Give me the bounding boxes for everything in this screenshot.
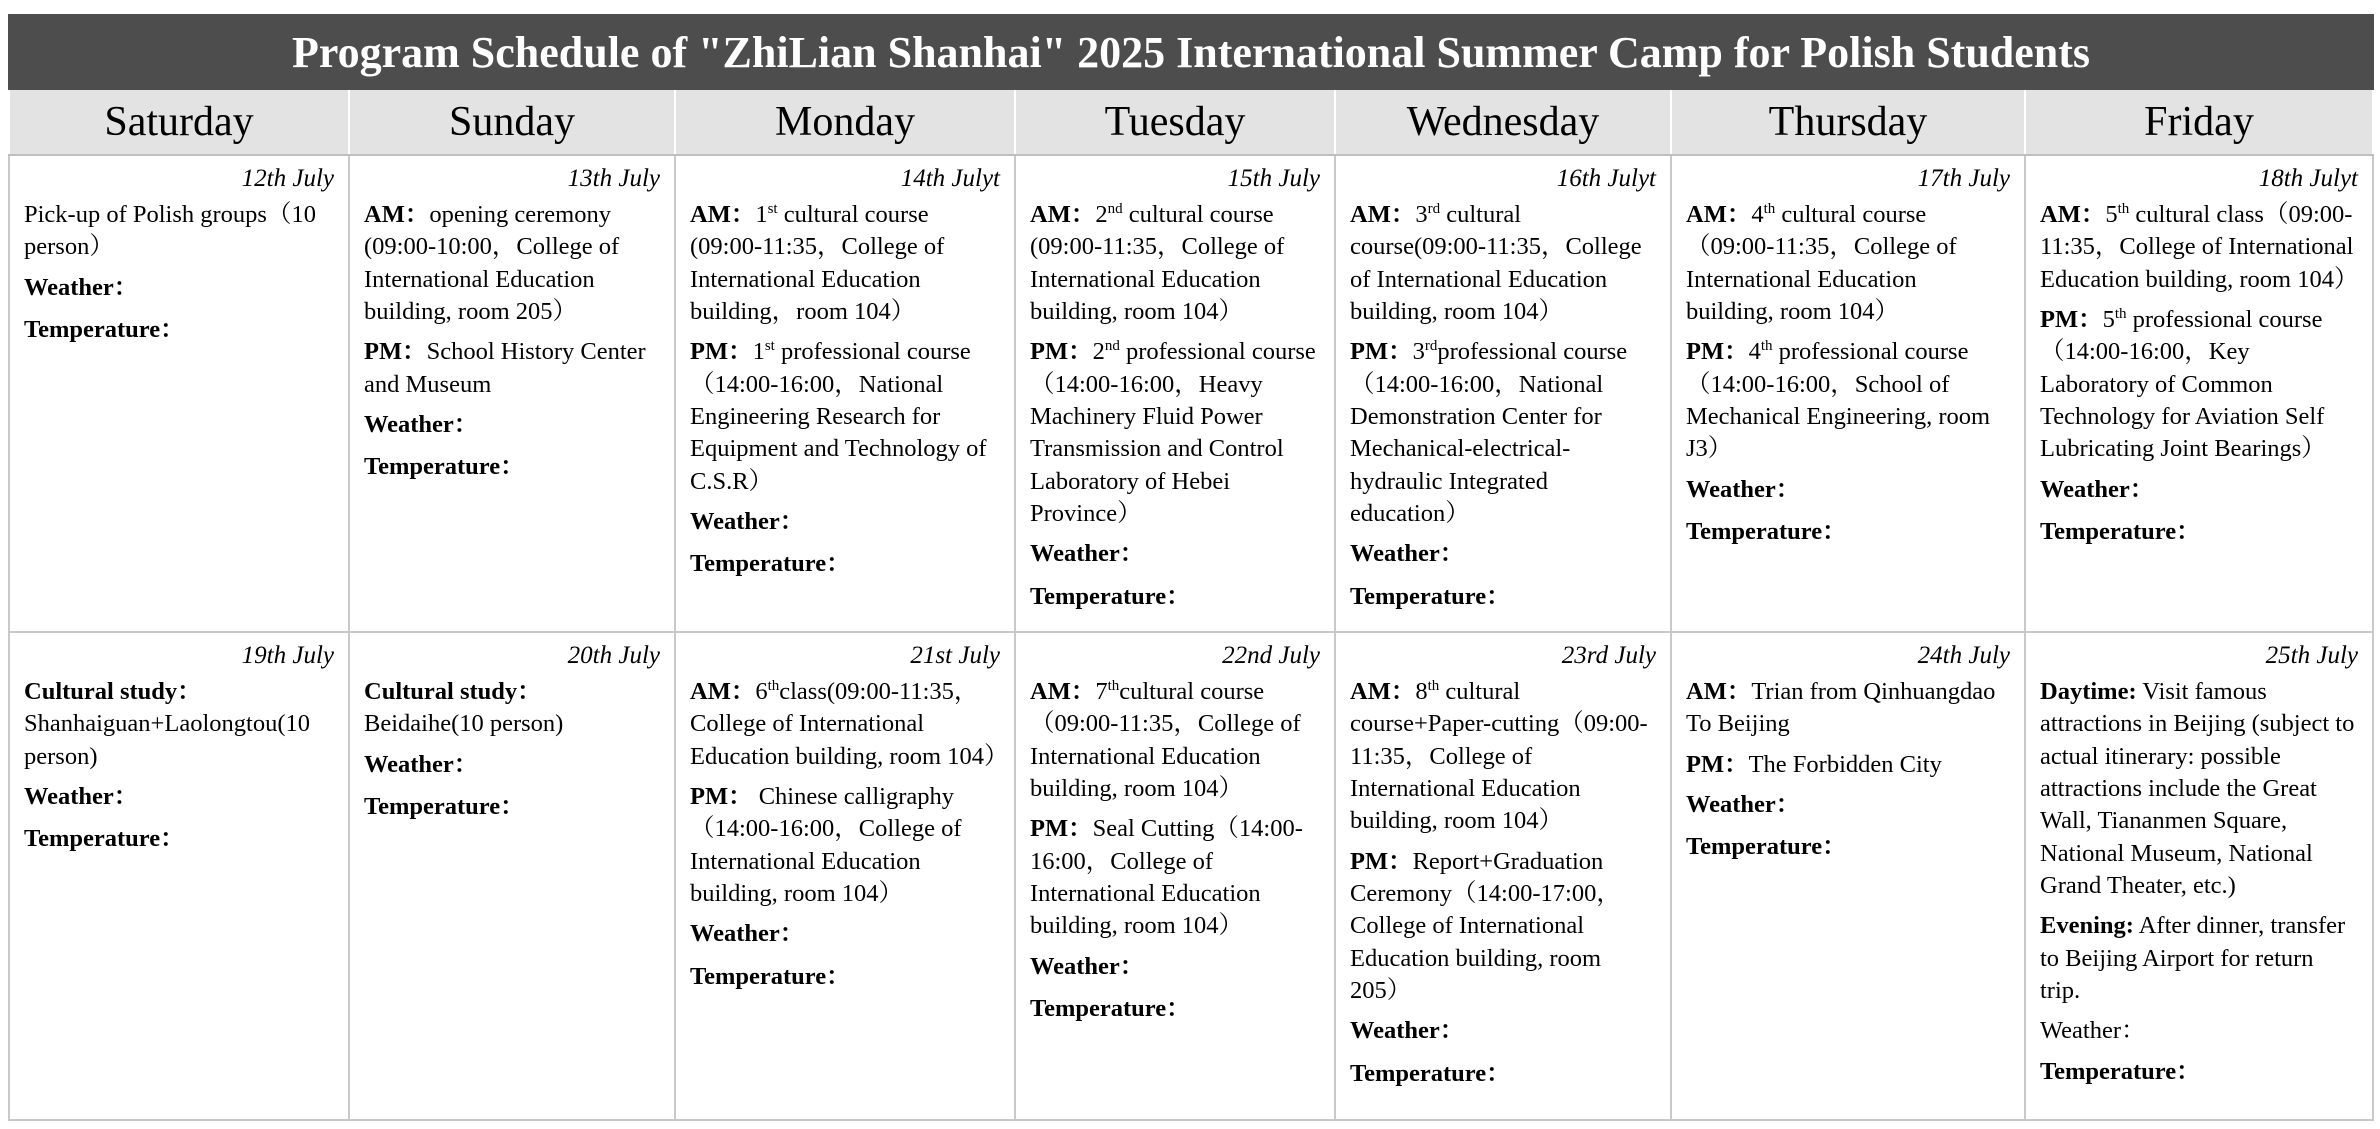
weather-label: Weather： [690, 920, 805, 948]
date-label: 12th July [241, 165, 334, 192]
day-header-wednesday: Wednesday [1335, 89, 1671, 155]
date-label: 14th Julyt [900, 165, 1000, 192]
day-cell-jul25 [2025, 632, 2373, 1120]
schedule-sheet [8, 14, 2372, 1121]
ordinal-suffix: th [1107, 677, 1120, 694]
am-text: cultural course+Paper-cutting（09:00-11:35，College of International Education building, room 104） [1350, 677, 1648, 835]
ordinal-suffix: rd [1424, 338, 1438, 355]
daytime-activity [2040, 676, 2358, 902]
cultural-study [24, 676, 334, 773]
week-1-row [9, 155, 2373, 632]
schedule-title: Program Schedule of "ZhiLian Shanhai" 2025 International Summer Camp for Polish Students [9, 15, 2373, 89]
daytime-text: Visit famous attractions in Beijing (subject to actual itinerary: possible attractions include the Great Wall, Tiananmen Square, National Museum, National Grand Theater, etc.) [2040, 677, 2355, 899]
week-2-row [9, 632, 2373, 1120]
temperature-label: Temperature： [24, 315, 185, 343]
am-text: cultural course(09:00-11:35，College of International Education building, room 104） [1350, 201, 1642, 325]
pm-activity: PM：2nd professional course （14:00-16:00，Heavy Machinery Fluid Power Transmission and Control Laboratory of Hebei Province） [1030, 338, 1316, 527]
cultural-study [364, 676, 660, 741]
pm-text: School History Center and Museum [364, 338, 646, 398]
pm-activity: PM：1st professional course （14:00-16:00，National Engineering Research for Equipment and Technology of C.S.R） [690, 338, 987, 495]
am-activity: AM：2nd cultural course (09:00-11:35，College of International Education building, room 104） [1030, 200, 1285, 325]
am-activity: AM：1st cultural course (09:00-11:35，College of International Education building，room 104） [690, 200, 945, 325]
day-header-row [9, 89, 2373, 155]
weather-label: Weather： [1350, 540, 1465, 568]
temperature-label: Temperature： [1030, 994, 1191, 1022]
pm-label: PM： [364, 338, 427, 366]
pm-text: Report+Graduation Ceremony（14:00-17:00，College of International Education building, room 205） [1350, 847, 1621, 1004]
temperature-label: Temperature： [24, 825, 185, 853]
pm-label: PM： [690, 338, 753, 366]
am-activity [1686, 676, 2010, 741]
am-label: AM： [2040, 201, 2106, 228]
day-cell-jul19 [9, 632, 349, 1120]
date-label: 20th July [567, 641, 660, 669]
am-activity [364, 199, 660, 328]
evening-label: Evening: [2040, 912, 2134, 940]
ordinal-suffix: nd [1107, 200, 1123, 217]
cultural-study-text: Beidaihe(10 person) [364, 710, 564, 738]
am-label: AM： [1350, 677, 1416, 705]
date-label: 15th July [1227, 165, 1320, 192]
pm-text: The Forbidden City [1748, 750, 1942, 778]
date-label: 19th July [241, 641, 334, 669]
cultural-study-text: Shanhaiguan+Laolongtou(10 person) [24, 710, 310, 770]
date-label: 17th July [1917, 165, 2010, 192]
ordinal-suffix: st [767, 200, 778, 217]
day-cell-jul17 [1671, 155, 2025, 632]
weather-label: Weather： [24, 782, 139, 810]
am-text: opening ceremony (09:00-10:00，College of International Education building, room 205） [364, 201, 620, 325]
evening-activity [2040, 910, 2358, 1007]
ordinal-suffix: th [2117, 200, 2130, 217]
weather-label: Weather： [364, 750, 479, 778]
day-cell-jul23 [1335, 632, 1671, 1120]
pm-label: PM： [1686, 750, 1749, 778]
pm-label: PM： [1030, 815, 1093, 843]
day-cell-jul13 [349, 155, 675, 632]
am-text: cultural class（09:00-11:35，College of International Education building, room 104） [2040, 201, 2359, 293]
day-cell-jul16 [1335, 155, 1671, 632]
day-cell-jul12 [9, 155, 349, 632]
pm-label: PM： [1686, 338, 1749, 366]
temperature-label: Temperature： [690, 550, 851, 578]
day-header-thursday: Thursday [1671, 89, 2025, 155]
am-activity: AM：6thclass(09:00-11:35，College of International Education building, room 104） [690, 677, 1009, 770]
am-label: AM： [1350, 201, 1416, 228]
am-text: cultural course（09:00-11:35，College of International Education building, room 104） [1030, 677, 1301, 802]
pm-activity [364, 336, 660, 401]
pm-activity: PM：3rdprofessional course（14:00-16:00，National Demonstration Center for Mechanical-electrical-hydraulic Integrated education） [1350, 338, 1628, 527]
day-header-friday: Friday [2025, 89, 2373, 155]
am-label: AM： [1030, 677, 1096, 705]
ordinal-suffix: th [1763, 200, 1776, 217]
am-label: AM： [690, 201, 756, 228]
activity-text: Pick-up of Polish groups（10 person） [24, 201, 316, 261]
pm-label: PM： [1030, 338, 1093, 366]
date-label: 25th July [2265, 641, 2358, 669]
daytime-label: Daytime: [2040, 677, 2137, 705]
ordinal-suffix: st [764, 338, 775, 355]
evening-text: After dinner, transfer to Beijing Airport for return trip. [2040, 912, 2346, 1004]
ordinal-suffix: th [2114, 305, 2127, 322]
temperature-label: Temperature： [1686, 517, 1847, 545]
date-label: 24th July [1917, 641, 2010, 669]
date-label: 18th Julyt [2258, 165, 2358, 192]
weather-label: Weather： [2040, 1017, 2146, 1045]
day-header-sunday: Sunday [349, 89, 675, 155]
ordinal-suffix: th [1760, 338, 1773, 355]
temperature-label: Temperature： [1686, 833, 1847, 861]
ordinal-suffix: nd [1104, 338, 1120, 355]
pm-text: Chinese calligraphy（14:00-16:00，College of International Education building, room 104） [690, 782, 962, 907]
am-text: cultural course（09:00-11:35，College of International Education building, room 104） [1686, 201, 1957, 325]
pm-text: Seal Cutting（14:00-16:00，College of International Education building, room 104） [1030, 815, 1303, 940]
am-label: AM： [364, 201, 430, 228]
weather-label: Weather： [1350, 1017, 1465, 1045]
am-label: AM： [1686, 201, 1752, 228]
weather-label: Weather： [690, 507, 805, 535]
date-label: 13th July [567, 165, 660, 192]
weather-label: Weather： [1030, 952, 1145, 980]
date-label: 22nd July [1222, 641, 1320, 669]
temperature-label: Temperature： [2040, 517, 2201, 545]
temperature-label: Temperature： [1350, 1059, 1511, 1087]
temperature-label: Temperature： [2040, 1057, 2201, 1085]
temperature-label: Temperature： [364, 453, 525, 481]
pm-activity [1686, 749, 2010, 781]
cultural-study-label: Cultural study： [24, 677, 202, 705]
day-cell-jul24 [1671, 632, 2025, 1120]
date-label: 16th Julyt [1556, 165, 1656, 192]
am-text: Trian from Qinhuangdao [1751, 677, 1996, 705]
am-activity: AM：7thcultural course（09:00-11:35，College of International Education building, room 104） [1030, 677, 1301, 802]
pm-text: professional course （14:00-16:00，National Engineering Research for Equipment and Technology of C.S.R） [690, 338, 987, 495]
pm-label: PM： [2040, 305, 2103, 333]
date-label: 23rd July [1561, 641, 1656, 669]
day-header-monday: Monday [675, 89, 1015, 155]
am-text: class(09:00-11:35，College of International Education building, room 104） [690, 677, 1009, 770]
pm-text: professional course（14:00-16:00，National Demonstration Center for Mechanical-electrical-hydraulic Integrated education） [1350, 338, 1628, 527]
am-activity: AM：5th cultural class（09:00-11:35，College of International Education building, room 104） [2040, 200, 2359, 293]
day-header-tuesday: Tuesday [1015, 89, 1335, 155]
weather-label: Weather： [1686, 790, 1801, 818]
pm-label: PM： [690, 782, 753, 810]
day-cell-jul21 [675, 632, 1015, 1120]
temperature-label: Temperature： [690, 962, 851, 990]
weather-label: Weather： [1686, 475, 1801, 503]
day-cell-jul22 [1015, 632, 1335, 1120]
ordinal-suffix: rd [1427, 200, 1441, 217]
day-cell-jul15 [1015, 155, 1335, 632]
weather-label: Weather： [2040, 475, 2155, 503]
temperature-label: Temperature： [364, 792, 525, 820]
am-activity: AM：3rd cultural course(09:00-11:35，College of International Education building, room 104） [1350, 200, 1642, 325]
am-label: AM： [1686, 677, 1752, 705]
am-label: AM： [1030, 201, 1096, 228]
pm-label: PM： [1350, 847, 1413, 875]
pm-activity [690, 781, 1000, 910]
pm-activity [1030, 813, 1320, 942]
pm-text: professional course（14:00-16:00，School of Mechanical Engineering, room J3） [1686, 338, 1991, 463]
temperature-label: Temperature： [1350, 582, 1511, 610]
pm-activity: PM：5th professional course（14:00-16:00，Key Laboratory of Common Technology for Aviation Self Lubricating Joint Bearings） [2040, 305, 2326, 463]
ordinal-suffix: th [767, 677, 780, 694]
am-text: cultural course (09:00-11:35，College of International Education building, room 104） [1030, 201, 1285, 325]
weather-label: Weather： [364, 410, 479, 438]
ordinal-suffix: th [1427, 677, 1440, 694]
pm-activity: PM：4th professional course（14:00-16:00，School of Mechanical Engineering, room J3） [1686, 338, 1991, 463]
am-text-line2: To Beijing [1686, 710, 1790, 738]
date-label: 21st July [910, 641, 1000, 669]
pm-label: PM： [1350, 338, 1413, 366]
day-cell-jul14 [675, 155, 1015, 632]
weather-label: Weather： [24, 273, 139, 301]
day-header-saturday: Saturday [9, 89, 349, 155]
day-cell-jul20 [349, 632, 675, 1120]
am-activity: AM：4th cultural course（09:00-11:35，College of International Education building, room 104） [1686, 200, 1957, 325]
am-activity: AM：8th cultural course+Paper-cutting（09:00-11:35，College of International Education building, room 104） [1350, 677, 1648, 835]
pm-activity [1350, 846, 1656, 1008]
schedule-table [8, 14, 2374, 1121]
weather-label: Weather： [1030, 540, 1145, 568]
am-label: AM： [690, 677, 756, 705]
pm-text: professional course（14:00-16:00，Key Laboratory of Common Technology for Aviation Self Lubricating Joint Bearings） [2040, 305, 2326, 463]
pm-text: professional course （14:00-16:00，Heavy Machinery Fluid Power Transmission and Control Laboratory of Hebei Province） [1030, 338, 1316, 527]
am-text: cultural course (09:00-11:35，College of International Education building，room 104） [690, 201, 945, 325]
cultural-study-label: Cultural study： [364, 677, 542, 705]
temperature-label: Temperature： [1030, 582, 1191, 610]
day-cell-jul18 [2025, 155, 2373, 632]
